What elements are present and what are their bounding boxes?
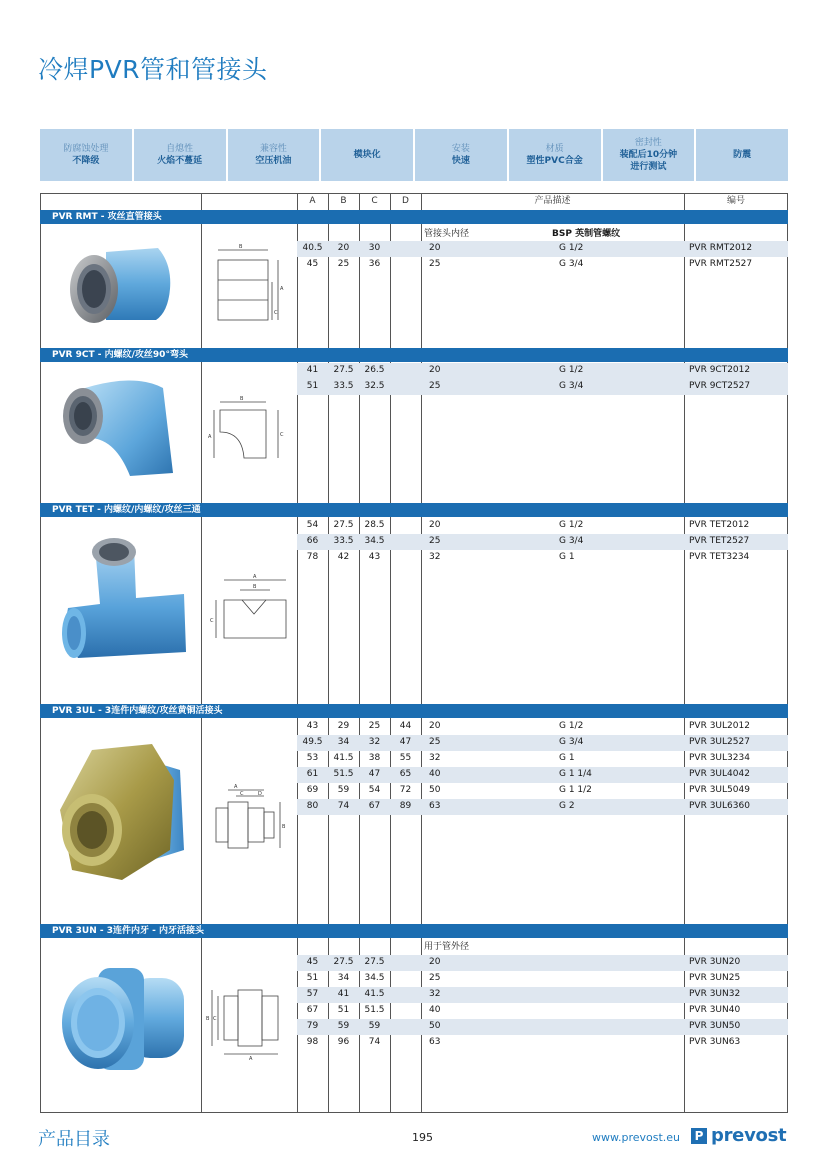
cell-c: 27.5	[364, 957, 385, 967]
cell-b: 51	[337, 1005, 350, 1015]
cell-c: 51.5	[364, 1005, 385, 1015]
cell-size: 63	[429, 801, 441, 811]
cell-code: PVR TET3234	[689, 552, 750, 562]
cell-code: PVR 3UL2527	[689, 737, 750, 747]
feature-value: 塑性PVC合金	[526, 156, 583, 166]
cell-a: 80	[306, 801, 319, 811]
cell-c: 32	[368, 737, 381, 747]
page-title: 冷焊PVR管和管接头	[38, 55, 268, 84]
cell-size: 50	[429, 1021, 441, 1031]
table-row	[297, 534, 788, 550]
cell-c: 47	[368, 769, 381, 779]
svg-text:B: B	[253, 584, 257, 590]
feature-label: 密封性	[634, 138, 662, 148]
cell-b: 41	[337, 989, 350, 999]
footer-catalog-label: 产品目录	[38, 1129, 110, 1150]
svg-text:A: A	[249, 1056, 253, 1062]
cell-b: 59	[337, 785, 350, 795]
cell-code: PVR TET2527	[689, 536, 750, 546]
table-row	[297, 971, 788, 987]
column-header-description: 产品描述	[534, 196, 571, 206]
table-row	[297, 363, 788, 379]
cell-a: 54	[306, 520, 319, 530]
feature-label: 材质	[545, 144, 564, 154]
cell-a: 45	[306, 259, 319, 269]
cell-a: 69	[306, 785, 319, 795]
cell-a: 78	[306, 552, 319, 562]
cell-c: 36	[368, 259, 381, 269]
cell-b: 59	[337, 1021, 350, 1031]
cell-c: 74	[368, 1037, 381, 1047]
svg-text:A: A	[253, 574, 257, 580]
cell-thread: G 1/2	[559, 365, 584, 375]
cell-size: 32	[429, 552, 441, 562]
cell-c: 38	[368, 753, 381, 763]
svg-text:C: C	[280, 432, 284, 438]
cell-c: 25	[368, 721, 381, 731]
cell-thread: G 1/2	[559, 520, 584, 530]
table-row	[297, 1019, 788, 1035]
cell-b: 25	[337, 259, 350, 269]
feature-material	[509, 129, 601, 181]
table-row	[297, 955, 788, 971]
cell-b: 27.5	[333, 957, 354, 967]
cell-size: 20	[429, 520, 441, 530]
cell-code: PVR TET2012	[689, 520, 750, 530]
cell-size: 40	[429, 769, 441, 779]
feature-label: 自熄性	[166, 144, 194, 154]
cell-code: PVR 3UN32	[689, 989, 741, 999]
table-row	[297, 783, 788, 799]
cell-code: PVR 3UL2012	[689, 721, 750, 731]
cell-code: PVR RMT2527	[689, 259, 753, 269]
feature-value: 不降级	[72, 156, 100, 166]
cell-code: PVR 3UL4042	[689, 769, 750, 779]
technical-drawing-3un	[204, 980, 296, 1062]
cell-a: 51	[306, 973, 319, 983]
cell-c: 67	[368, 801, 381, 811]
cell-size: 20	[429, 721, 441, 731]
cell-c: 34.5	[364, 973, 385, 983]
feature-self-extinguish	[134, 129, 226, 181]
cell-a: 41	[306, 365, 319, 375]
cell-c: 34.5	[364, 536, 385, 546]
cell-code: PVR 3UN20	[689, 957, 741, 967]
cell-a: 61	[306, 769, 319, 779]
table-row	[297, 719, 788, 735]
cell-thread: G 3/4	[559, 737, 584, 747]
cell-size: 20	[429, 365, 441, 375]
feature-label: 兼容性	[259, 144, 287, 154]
cell-b: 41.5	[333, 753, 354, 763]
cell-size: 32	[429, 989, 441, 999]
brand-logo-icon: P	[691, 1128, 707, 1144]
feature-value: 快速	[451, 156, 470, 166]
svg-text:A: A	[234, 784, 238, 790]
svg-text:B: B	[206, 1016, 210, 1022]
cell-c: 32.5	[364, 381, 385, 391]
feature-corrosion	[40, 129, 132, 181]
svg-text:D: D	[258, 791, 262, 797]
cell-thread: G 1 1/2	[559, 785, 592, 795]
cell-size: 25	[429, 259, 441, 269]
feature-installation	[415, 129, 507, 181]
svg-text:B: B	[240, 396, 244, 402]
table-row	[297, 257, 788, 273]
cell-thread: G 1	[559, 753, 575, 763]
cell-size: 20	[429, 243, 441, 253]
feature-value: 模块化	[353, 150, 381, 160]
cell-thread: G 1 1/4	[559, 769, 592, 779]
cell-a: 43	[306, 721, 319, 731]
cell-thread: G 3/4	[559, 381, 584, 391]
cell-size: 32	[429, 753, 441, 763]
cell-d: 72	[399, 785, 412, 795]
cell-d: 89	[399, 801, 412, 811]
technical-drawing-3ul	[206, 778, 296, 858]
svg-text:A: A	[280, 286, 284, 292]
cell-a: 51	[306, 381, 319, 391]
svg-text:C: C	[240, 791, 244, 797]
cell-size: 25	[429, 536, 441, 546]
cell-size: 25	[429, 973, 441, 983]
feature-label: 安装	[451, 144, 470, 154]
product-photo-9ct	[55, 368, 185, 483]
cell-b: 33.5	[333, 381, 354, 391]
cell-code: PVR 3UN40	[689, 1005, 741, 1015]
brand-logo	[691, 1125, 786, 1146]
cell-b: 34	[337, 973, 350, 983]
cell-b: 33.5	[333, 536, 354, 546]
cell-c: 43	[368, 552, 381, 562]
table-row	[297, 379, 788, 395]
cell-d: 55	[399, 753, 412, 763]
cell-b: 20	[337, 243, 350, 253]
section-title-3un: PVR 3UN - 3连件内牙 - 内牙活接头	[40, 924, 788, 938]
section-title-3ul: PVR 3UL - 3连件内螺纹/攻丝黄铜活接头	[40, 704, 788, 718]
cell-c: 30	[368, 243, 381, 253]
feature-value: 空压机油	[255, 156, 292, 166]
cell-a: 40.5	[302, 243, 323, 253]
svg-text:C: C	[213, 1016, 217, 1022]
cell-b: 27.5	[333, 520, 354, 530]
table-row	[297, 518, 788, 534]
feature-sealing	[603, 129, 695, 181]
subheader-thread: BSP 英制管螺纹	[552, 229, 621, 239]
column-header-code: 编号	[726, 196, 745, 206]
cell-size: 63	[429, 1037, 441, 1047]
page-number: 195	[412, 1131, 433, 1144]
cell-thread: G 3/4	[559, 259, 584, 269]
column-divider	[201, 193, 202, 1113]
cell-b: 29	[337, 721, 350, 731]
cell-thread: G 1	[559, 552, 575, 562]
subheader-size: 管接头内径	[424, 229, 470, 239]
cell-d: 47	[399, 737, 412, 747]
technical-drawing-tet	[206, 570, 296, 650]
subheader-size: 用于管外径	[424, 942, 470, 952]
table-row	[297, 550, 788, 566]
table-row	[297, 987, 788, 1003]
feature-bar	[40, 129, 788, 181]
feature-label: 防腐蚀处理	[63, 144, 109, 154]
svg-text:C: C	[210, 618, 214, 624]
cell-code: PVR 9CT2012	[689, 365, 751, 375]
cell-code: PVR 3UN63	[689, 1037, 741, 1047]
cell-b: 96	[337, 1037, 350, 1047]
table-row	[297, 241, 788, 257]
technical-drawing-9ct	[206, 392, 296, 467]
product-photo-3un	[50, 958, 195, 1083]
product-photo-rmt	[58, 234, 180, 334]
table-row	[297, 751, 788, 767]
cell-code: PVR 3UN50	[689, 1021, 741, 1031]
cell-code: PVR 3UL3234	[689, 753, 750, 763]
section-title-rmt: PVR RMT - 攻丝直管接头	[40, 210, 788, 224]
cell-b: 74	[337, 801, 350, 811]
feature-value: 火焰不蔓延	[157, 156, 203, 166]
svg-text:B: B	[239, 244, 243, 250]
cell-d: 65	[399, 769, 412, 779]
column-header-c: C	[371, 196, 378, 206]
table-row	[297, 799, 788, 815]
cell-d: 44	[399, 721, 412, 731]
feature-value: 装配后10分钟	[619, 150, 678, 160]
cell-size: 50	[429, 785, 441, 795]
feature-value: 防震	[733, 150, 752, 160]
svg-text:C: C	[274, 310, 278, 316]
cell-thread: G 1/2	[559, 243, 584, 253]
cell-a: 67	[306, 1005, 319, 1015]
cell-b: 27.5	[333, 365, 354, 375]
cell-a: 98	[306, 1037, 319, 1047]
cell-code: PVR 3UN25	[689, 973, 741, 983]
column-header-d: D	[402, 196, 409, 206]
cell-b: 34	[337, 737, 350, 747]
column-header-a: A	[309, 196, 316, 206]
cell-c: 54	[368, 785, 381, 795]
cell-a: 66	[306, 536, 319, 546]
cell-c: 41.5	[364, 989, 385, 999]
svg-text:B: B	[282, 824, 286, 830]
cell-c: 26.5	[364, 365, 385, 375]
cell-b: 51.5	[333, 769, 354, 779]
cell-thread: G 2	[559, 801, 575, 811]
table-row	[297, 767, 788, 783]
product-photo-tet	[48, 528, 193, 673]
product-photo-3ul	[52, 740, 192, 890]
table-row	[297, 735, 788, 751]
cell-code: PVR 3UL6360	[689, 801, 750, 811]
table-row	[297, 1035, 788, 1051]
cell-a: 79	[306, 1021, 319, 1031]
svg-text:A: A	[208, 434, 212, 440]
cell-a: 53	[306, 753, 319, 763]
cell-a: 49.5	[302, 737, 323, 747]
feature-modular	[321, 129, 413, 181]
website-link[interactable]: www.prevost.eu	[592, 1131, 681, 1144]
cell-thread: G 3/4	[559, 536, 584, 546]
cell-a: 45	[306, 957, 319, 967]
cell-c: 28.5	[364, 520, 385, 530]
cell-size: 25	[429, 737, 441, 747]
feature-compatibility	[228, 129, 320, 181]
cell-size: 25	[429, 381, 441, 391]
section-title-9ct: PVR 9CT - 内螺纹/攻丝90°弯头	[40, 348, 788, 362]
cell-code: PVR RMT2012	[689, 243, 753, 253]
cell-c: 59	[368, 1021, 381, 1031]
cell-a: 57	[306, 989, 319, 999]
column-header-b: B	[340, 196, 347, 206]
section-title-tet: PVR TET - 内螺纹/内螺纹/攻丝三通	[40, 503, 788, 517]
cell-b: 42	[337, 552, 350, 562]
technical-drawing-rmt	[210, 238, 290, 328]
cell-size: 20	[429, 957, 441, 967]
cell-code: PVR 3UL5049	[689, 785, 750, 795]
brand-name: prevost	[711, 1125, 787, 1146]
cell-code: PVR 9CT2527	[689, 381, 751, 391]
feature-value-2: 进行测试	[630, 162, 667, 172]
table-row	[297, 1003, 788, 1019]
cell-size: 40	[429, 1005, 441, 1015]
cell-thread: G 1/2	[559, 721, 584, 731]
feature-shockproof	[696, 129, 788, 181]
